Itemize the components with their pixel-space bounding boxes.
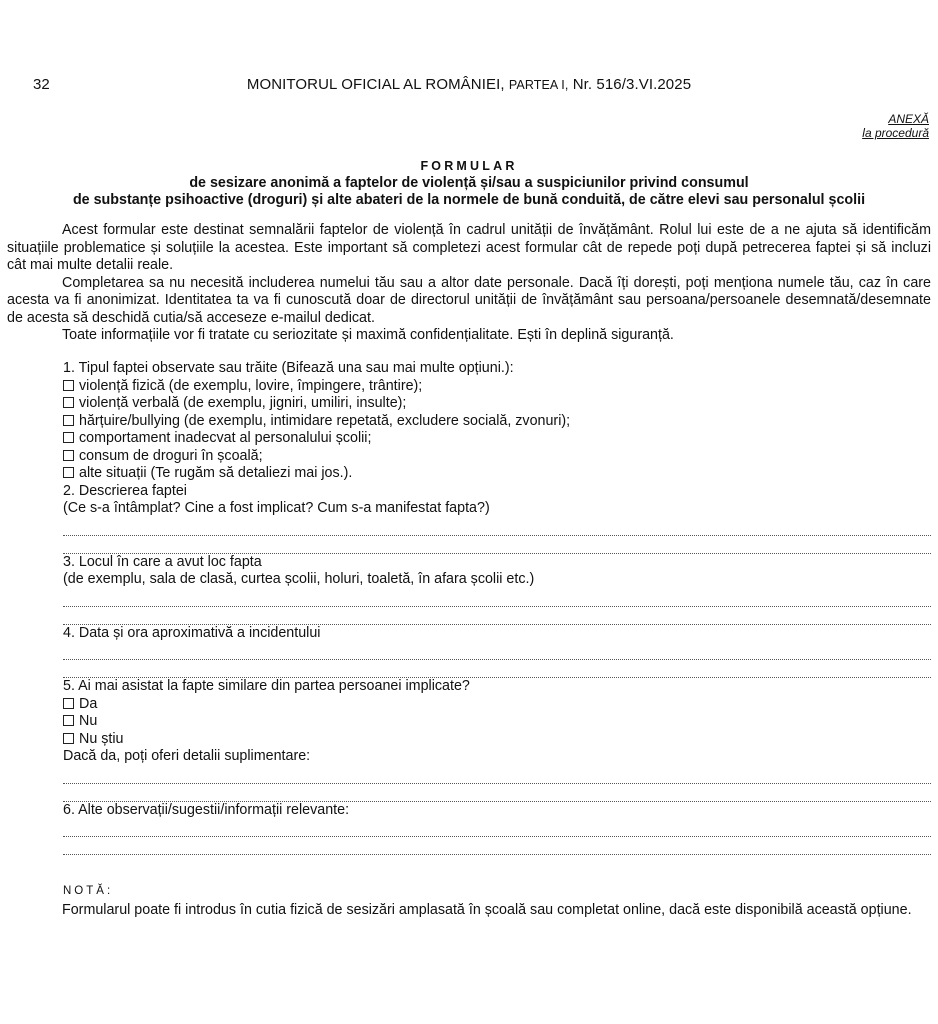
checkbox-icon[interactable] — [63, 733, 74, 744]
q5-option[interactable] — [63, 731, 931, 749]
answer-line[interactable] — [63, 518, 931, 536]
journal-name: MONITORUL OFICIAL AL ROMÂNIEI, — [246, 76, 505, 93]
gazette-header — [0, 76, 938, 95]
q5-option[interactable] — [63, 713, 931, 731]
question-3-hint: (de exemplu, sala de clasă, curtea școlii, holuri, toaletă, în afara școlii etc.) — [63, 571, 535, 587]
answer-line[interactable] — [63, 784, 931, 802]
answer-line[interactable] — [63, 766, 931, 784]
intro-paragraph-2: Completarea sa nu necesită includerea numelui tău sau a altor date personale. Dacă îți dorești, poți menționa numele tău, caz în care acesta va fi anonimizat. Identitatea ta va fi cunoscută doar de directorul unității de învățământ sau persoana/persoanele desemnată/desemnate de acesta să deschidă cutia/să acceseze e-mailul dedicat. — [7, 274, 931, 326]
answer-line[interactable] — [63, 589, 931, 607]
question-2-label: 2. Descrierea faptei — [63, 482, 187, 499]
checkbox-icon[interactable] — [63, 450, 74, 461]
checkbox-icon[interactable] — [63, 715, 74, 726]
q1-option[interactable] — [63, 448, 931, 466]
question-5-followup: Dacă da, poți oferi detalii suplimentare: — [63, 748, 311, 764]
checkbox-icon[interactable] — [63, 415, 74, 426]
checkbox-icon[interactable] — [63, 397, 74, 408]
answer-line[interactable] — [63, 819, 931, 837]
q1-option[interactable] — [63, 465, 931, 483]
annex-label — [862, 112, 929, 140]
intro-section — [7, 222, 931, 345]
checkbox-icon[interactable] — [63, 380, 74, 391]
answer-line[interactable] — [63, 837, 931, 855]
intro-paragraph-3: Toate informațiile vor fi tratate cu seriozitate și maximă confidențialitate. Ești în deplină siguranță. — [62, 327, 674, 343]
q1-option[interactable] — [63, 413, 931, 431]
answer-line[interactable] — [63, 536, 931, 554]
q1-option[interactable] — [63, 378, 931, 396]
q5-option-label: Nu știu — [79, 730, 124, 747]
question-4-label: 4. Data și ora aproximativă a incidentului — [63, 624, 321, 641]
answer-line[interactable] — [63, 660, 931, 678]
checkbox-icon[interactable] — [63, 467, 74, 478]
form-subtitle — [0, 175, 938, 209]
q1-option[interactable] — [63, 395, 931, 413]
q1-option-label: hărțuire/bullying (de exemplu, intimidare repetată, excludere socială, zvonuri); — [79, 412, 571, 429]
q5-option[interactable] — [63, 696, 931, 714]
q1-option-label: comportament inadecvat al personalului școlii; — [79, 430, 372, 446]
journal-part: PARTEA I, — [508, 78, 569, 92]
q1-option-label: violență verbală (de exemplu, jigniri, umiliri, insulte); — [79, 395, 407, 411]
q5-option-label: Nu — [79, 713, 98, 729]
annex-reference: la procedură — [862, 126, 929, 140]
annex-title: ANEXĂ — [888, 112, 929, 126]
checkbox-icon[interactable] — [63, 698, 74, 709]
note-label: NOTĂ: — [63, 885, 114, 897]
subtitle-line-2: de substanțe psihoactive (droguri) și alte abateri de la normele de bună conduită, de către elevi sau personalul școlii — [72, 192, 866, 208]
journal-issue: Nr. 516/3.VI.2025 — [572, 76, 692, 93]
question-2-hint: (Ce s-a întâmplat? Cine a fost implicat? Cum s-a manifestat fapta?) — [63, 500, 490, 516]
note-text: Formularul poate fi introdus în cutia fizică de sesizări amplasată în școală sau completat online, dacă este disponibilă această opțiune. — [62, 902, 912, 918]
question-3-label: 3. Locul în care a avut loc fapta — [63, 553, 262, 570]
note-section — [7, 902, 931, 920]
question-6-label: 6. Alte observații/sugestii/informații relevante: — [63, 801, 350, 818]
q5-option-label: Da — [79, 695, 98, 712]
form-heading: FORMULAR — [420, 159, 518, 173]
question-5-label: 5. Ai mai asistat la fapte similare din partea persoanei implicate? — [63, 678, 470, 694]
form-questions — [63, 360, 931, 855]
question-1-label: 1. Tipul faptei observate sau trăite (Bifează una sau mai multe opțiuni.): — [63, 360, 514, 376]
q1-option-label: alte situații (Te rugăm să detaliezi mai jos.). — [79, 465, 353, 481]
q1-option[interactable] — [63, 430, 931, 448]
intro-paragraph-1: Acest formular este destinat semnalării faptelor de violență în cadrul unității de învățământ. Rolul lui este de a ne ajuta să identificăm situațiile problematice și soluțiile la acestea. Este important să completezi acest formular cât de repede poți după petrecerea faptei și să incluzi cât mai multe detalii reale. — [7, 222, 931, 273]
checkbox-icon[interactable] — [63, 432, 74, 443]
page-number: 32 — [33, 76, 50, 93]
answer-line[interactable] — [63, 642, 931, 660]
subtitle-line-1: de sesizare anonimă a faptelor de violență și/sau a suspiciunilor privind consumul — [189, 175, 749, 191]
answer-line[interactable] — [63, 607, 931, 625]
q1-option-label: violență fizică (de exemplu, lovire, împingere, trântire); — [79, 377, 423, 394]
q1-option-label: consum de droguri în școală; — [79, 447, 263, 464]
